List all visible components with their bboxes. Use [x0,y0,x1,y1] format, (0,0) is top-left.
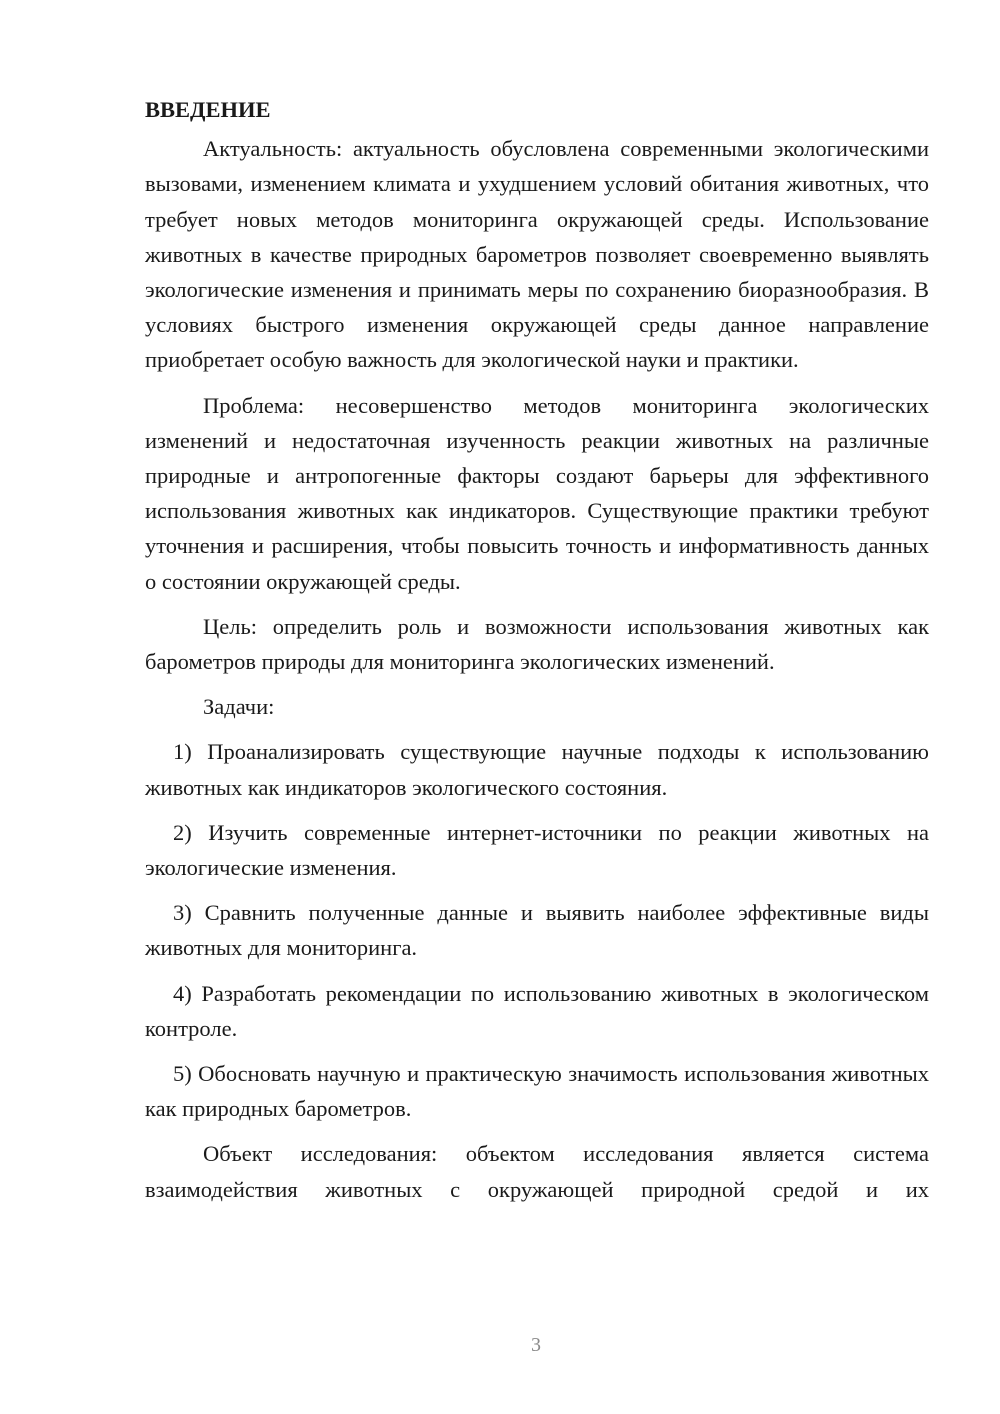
task-item: 3) Сравнить полученные данные и выявить наиболее эффективные виды животных для мониторинга. [145,900,929,961]
relevance-paragraph: Актуальность: актуальность обусловлена современными экологическими вызовами, изменением климата и ухудшением условий обитания животных, что требует новых методов мониторинга окружающей среды. Использование животных в качестве природных барометров позволяет своевременно выявлять экологические изменения и принимать меры по сохранению биоразнообразия. В условиях быстрого изменения окружающей среды данное направление приобретает особую важность для экологической науки и практики. [145,136,929,373]
task-item: 2) Изучить современные интернет-источники по реакции животных на экологические изменения. [145,819,929,881]
section-heading: ВВЕДЕНИЕ [145,97,271,122]
object-paragraph: Объект исследования: объектом исследования является система взаимодействия животных с окружающей природной средой и их [145,1141,929,1202]
task-item: 5) Обосновать научную и практическую значимость использования животных как природных барометров. [145,1061,929,1122]
task-item: 4) Разработать рекомендации по использованию животных в экологическом контроле. [145,980,929,1041]
page-content [145,92,929,1217]
problem-paragraph: Проблема: несовершенство методов мониторинга экологических изменений и недостаточная изученность реакции животных на различные природные и антропогенные факторы создают барьеры для эффективного использования животных как индикаторов. Существующие практики требуют уточнения и расширения, чтобы повысить точность и информативность данных о состоянии окружающей среды. [145,392,929,594]
task-item: 1) Проанализировать существующие научные подходы к использованию животных как индикаторов экологического состояния. [145,739,929,800]
tasks-label: Задачи: [203,694,275,720]
goal-paragraph: Цель: определить роль и возможности использования животных как барометров природы для мониторинга экологических изменений. [145,613,929,675]
page-number: 3 [531,1334,541,1356]
